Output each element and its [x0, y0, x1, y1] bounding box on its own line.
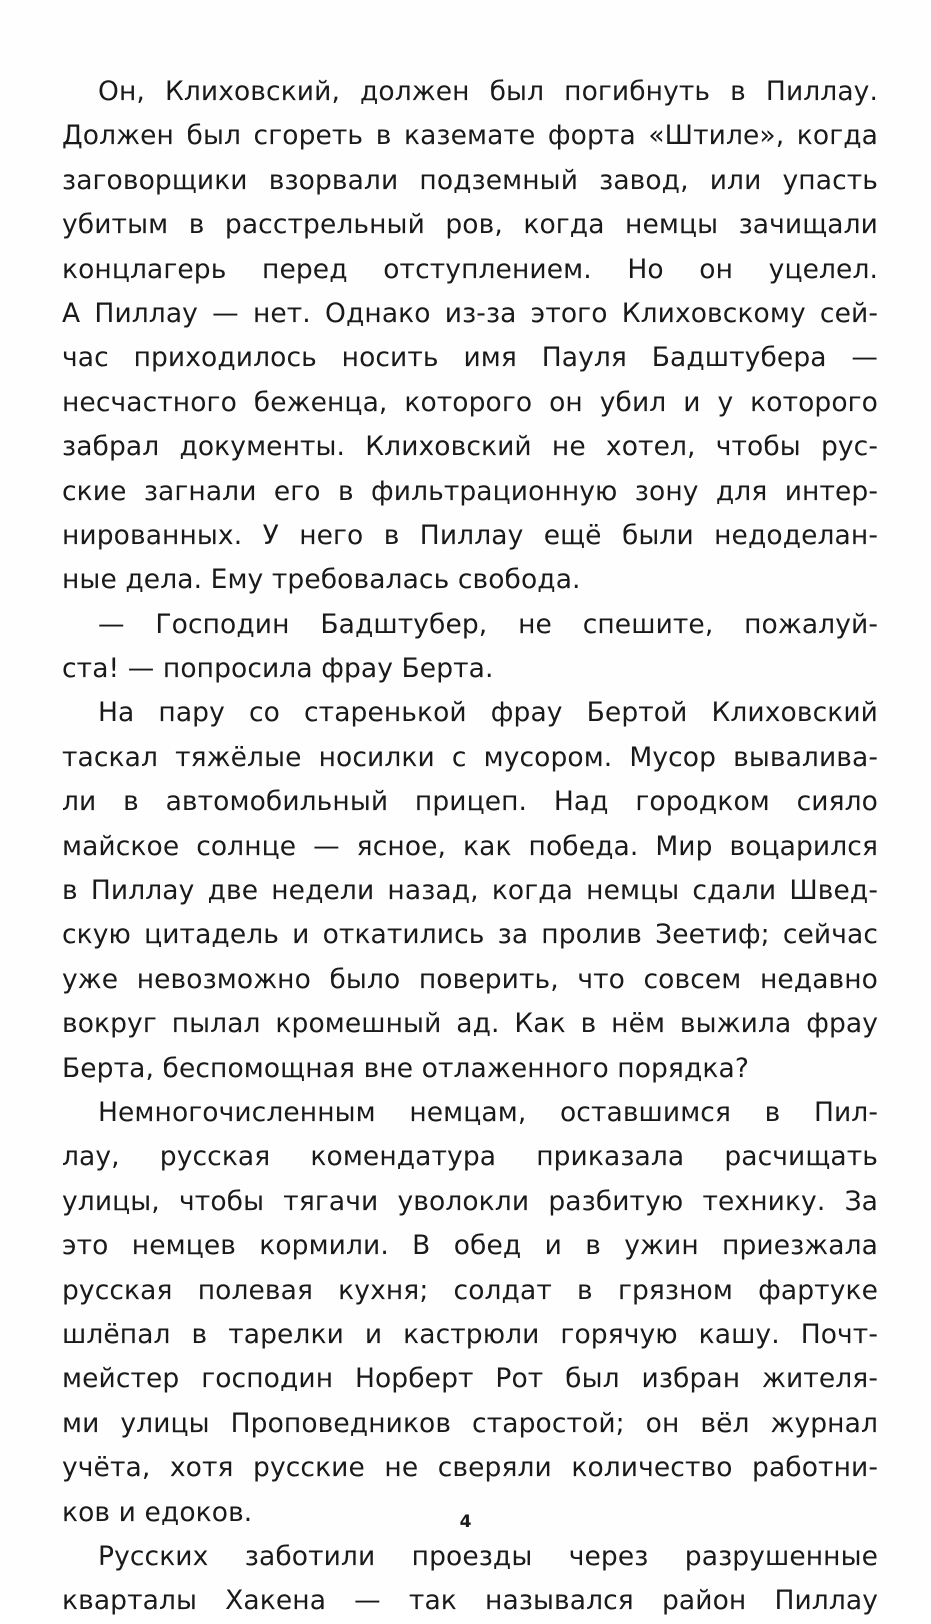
text-line: мейстер господин Норберт Рот был избран жителя-	[62, 1363, 878, 1395]
text-line: Немногочисленным немцам, оставшимся в Пил-	[98, 1096, 878, 1128]
text-line: улицы, чтобы тягачи уволокли разбитую технику. За	[62, 1185, 878, 1217]
text-line: Берта, беспомощная вне отлаженного порядка?	[62, 1052, 750, 1084]
text-line: ные дела. Ему требовалась свобода.	[62, 564, 581, 596]
text-line: таскал тяжёлые носилки с мусором. Мусор вывалива-	[62, 741, 878, 773]
body-text	[62, 70, 878, 1624]
text-line: майское солнце — ясное, как победа. Мир воцарился	[62, 830, 878, 862]
text-line: — Господин Бадштубер, не спешите, пожалуй-	[98, 608, 878, 640]
text-line: это немцев кормили. В обед и в ужин приезжала	[62, 1230, 878, 1262]
text-line: заговорщики взорвали подземный завод, или упасть	[62, 164, 878, 196]
text-line: уже невозможно было поверить, что совсем недавно	[62, 963, 878, 995]
text-line: забрал документы. Клиховский не хотел, чтобы рус-	[62, 431, 878, 463]
text-line: русская полевая кухня; солдат в грязном фартуке	[62, 1274, 878, 1306]
text-line: Он, Клиховский, должен был погибнуть в Пиллау.	[98, 76, 878, 107]
text-line: лау, русская комендатура приказала расчищать	[62, 1141, 878, 1173]
text-line: вокруг пылал кромешный ад. Как в нём выжила фрау	[62, 1008, 878, 1040]
text-line: шлёпал в тарелки и кастрюли горячую кашу. Почт-	[62, 1318, 878, 1350]
text-line: несчастного беженца, которого он убил и у которого	[62, 386, 878, 418]
text-line: На пару со старенькой фрау Бертой Клиховский	[98, 697, 878, 729]
text-line: скую цитадель и откатились за пролив Зеетиф; сейчас	[62, 919, 878, 951]
page-number: 4	[459, 1512, 472, 1532]
text-line: Должен был сгореть в каземате форта «Штиле», когда	[62, 120, 878, 152]
text-line: ста! — попросила фрау Берта.	[62, 653, 494, 685]
text-line: ские загнали его в фильтрационную зону для интер-	[62, 475, 878, 507]
text-line: концлагерь перед отступлением. Но он уцелел.	[62, 253, 878, 285]
text-line: в Пиллау две недели назад, когда немцы сдали Швед-	[62, 875, 878, 907]
text-line: час приходилось носить имя Пауля Бадштубера —	[62, 342, 878, 374]
text-line: кварталы Хакена — так назывался район Пиллау	[62, 1585, 878, 1617]
text-line: А Пиллау — нет. Однако из-за этого Клиховскому сей-	[62, 297, 878, 329]
text-line: убитым в расстрельный ров, когда немцы зачищали	[62, 209, 878, 241]
text-line: Русских заботили проезды через разрушенные	[98, 1540, 878, 1572]
text-line: ми улицы Проповедников старостой; он вёл журнал	[62, 1407, 878, 1439]
text-line: ков и едоков.	[62, 1496, 253, 1528]
text-line: ли в автомобильный прицеп. Над городком сияло	[62, 786, 878, 818]
text-line: нированных. У него в Пиллау ещё были недоделан-	[62, 519, 878, 551]
text-line: учёта, хотя русские не сверяли количество работни-	[62, 1452, 878, 1484]
